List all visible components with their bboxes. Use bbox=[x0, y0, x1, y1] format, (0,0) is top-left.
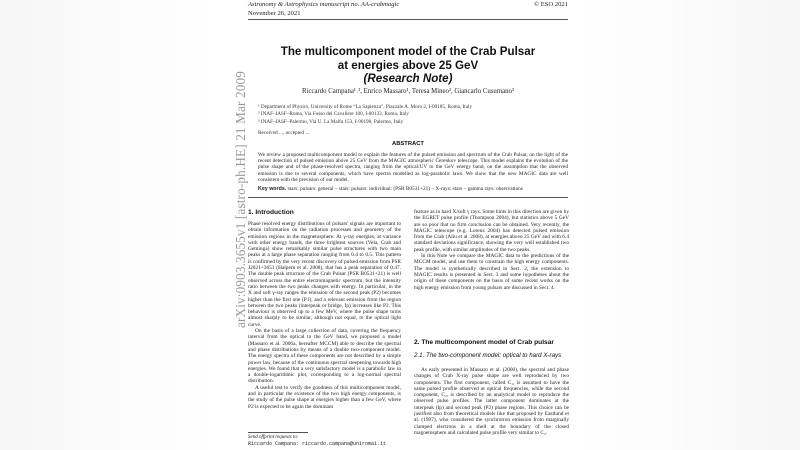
paper-title bbox=[240, 45, 576, 86]
affiliation-item: ³ INAF–IASF–Palermo, Via U. La Malfa 153, I-90198, Palermo, Italy bbox=[258, 118, 404, 125]
paragraph: As early presented in Massaro et al. (2000), the spectral and phase changes of Crab X-ray pulse shape are well reproduced by two components. The first component, called C₁, is assumed to have the same pulsed profile observed at optical frequencies, while the second component, C₂, is described by an analytical model to reproduce the observed pulse profiles. The latter component dominates at the interpeak (Ip) and second peak (P2) phase regions. This choice can be justified also from theoretical models like that proposed by Eastlund et al. (1997), who considered the synchrotron emission from marginally clamped electrons in a shell at the boundary of the closed magnetosphere and calculated pulse profile very similar to C₂. bbox=[414, 367, 569, 436]
keywords bbox=[258, 186, 568, 192]
journal-line: Astronomy & Astrophysics manuscript no. AA-crabmagic bbox=[248, 1, 400, 8]
title-line-2: at energies above 25 GeV bbox=[337, 58, 479, 72]
paragraph: Phase resolved energy distributions of pulsars' signals are important to obtain information on the radiation processes and geometry of the emission regions in the magnetosphere. At γ-ray energies, at variance with other energy bands, the three brightest sources (Vela, Crab and Geminga) show remarkably similar pulse structures with two main peaks at a large phase separation ranging from 0.4 to 0.5. This pattern is confirmed by the very recent discovery of pulsed emission from PSR J2021+3651 (Halpern et al. 2008), that has a peak separation of 0.47. The double peak structure of the Crab Pulsar (PSR B0531+21) is well observed across the entire electromagnetic spectrum, but the intensity ratio between the two peaks changes with energy. In particular, in the X and soft γ-ray ranges the emission of the second peak (P2) becomes higher than the first one (P1), and a relevant emission from the region between the two peaks (interpeak or bridge, Ip) increases like P2. This behaviour is observed up to a few MeV, where the pulse shape turns almost sharply to be similar, although not equal, to the optical light curve. bbox=[248, 221, 401, 328]
footnote-label: Send offprint requests to: bbox=[248, 435, 299, 440]
copyright: © ESO 2021 bbox=[534, 1, 568, 8]
affiliation-item: ¹ Department of Physics, University of Rome “La Sapienza”, Piazzale A. Moro 2, I-00185, Roma, Italy bbox=[258, 104, 473, 110]
paragraph: A useful test to verify the goodness of this multicomponent model, and in particular the existence of the two high energy components, is the study of the pulse shape at energies higher than a few GeV, where P2 is expected to be again the dominant bbox=[248, 384, 401, 410]
abstract-heading: ABSTRACT bbox=[392, 141, 424, 147]
footnote bbox=[248, 434, 408, 448]
arxiv-stamp: arXiv:0903.3655v1 [astro-ph.HE] 21 Mar 2009 bbox=[233, 71, 248, 328]
title-note: (Research Note) bbox=[363, 72, 453, 85]
header-rule bbox=[248, 19, 568, 20]
keywords-rule bbox=[248, 197, 568, 198]
right-column-intro bbox=[414, 209, 569, 318]
abstract-text: We review a proposed multicomponent model to explain the features of the pulsed emission and spectrum of the Crab Pulsar, on the light of the recent detection of pulsed emission above 25 GeV from the MAGIC atmospheric Čerenkov telescope. This model explains the evolution of the pulse shape and of the phase-resolved spectra, ranging from the optical/UV to the GeV energy band, on the assumption that the observed emission is due to several components, which have spectra modelled as log-parabolic laws. We show that the new MAGIC data are well consistent with the prevision of our model. bbox=[258, 152, 568, 183]
left-margin-shade bbox=[0, 0, 212, 450]
author-list: Riccardo Campana¹˒², Enrico Massaro¹, Teresa Mineo³, Giancarlo Cusumano³ bbox=[302, 88, 514, 95]
keywords-label: Key words. bbox=[258, 186, 287, 192]
keywords-text: stars: pulsars: general – stars: pulsars: individual: (PSR B0531+21) – X-rays: stars – gamma rays: observations bbox=[287, 186, 523, 192]
header-date: November 26, 2021 bbox=[248, 9, 301, 17]
section-2-body bbox=[414, 367, 569, 450]
running-header bbox=[248, 1, 548, 18]
paragraph: On the basis of a large collection of data, covering the frequency interval from the optical to the GeV band, we proposed a model (Massaro et al. 2006a, hereafter MCCM) able to describe the spectral and phase distributions by means of a double two-component model. The energy spectra of these components are not described by a simple power law, because of the continuous spectral steepening towards high energies. We found that a very satisfactory model is a parabolic law in a double-logarithmic plot, corresponding to a log-normal spectral distribution. bbox=[248, 328, 401, 385]
affiliations bbox=[258, 104, 568, 126]
right-margin-shade bbox=[575, 0, 800, 450]
paragraph: feature as in hard X/soft γ rays. Some hints in this direction are given by the EGRET pulse profile (Thompson 2004), but statistics above 5 GeV are so poor that no firm conclusion can be obtained. Very recently, the MAGIC telescope (e.g. Lorenz 2004) has detected pulsed emission from the Crab (Aliu et al. 2008), at energies above 25 GeV and with 6.4 standard deviations significance, showing the very well established two peak profile, with similar amplitudes of the two peaks. bbox=[414, 209, 569, 253]
title-line-1: The multicomponent model of the Crab Pulsar bbox=[280, 45, 536, 58]
affiliation-item: ² INAF–IASF–Roma, Via Fosso del Cavaliere 100, I-00133, Roma, Italy bbox=[258, 111, 409, 118]
paragraph: In this Note we compare the MAGIC data to the predictions of the MCCM model, and use them to constrain the high energy components. The model is synthetically described in Sect. 2, the extension to MAGIC results is presented in Sect. 3 and some hypotheses about the origin of these components on the basis of some recent works on the high energy emission from young pulsars are discussed in Sect. 4. bbox=[414, 253, 569, 291]
footnote-rule bbox=[248, 432, 308, 433]
section-1-body bbox=[248, 221, 401, 430]
subsection-2-1-heading: 2.1. The two-component model: optical to hard X-rays bbox=[414, 352, 562, 359]
section-1-heading: 1. Introduction bbox=[248, 209, 294, 216]
section-2-heading: 2. The multicomponent model of Crab pulsar bbox=[414, 339, 554, 346]
footnote-contact: Riccardo Campana: riccardo.campana@uniroma1.it bbox=[248, 441, 387, 447]
received-line: Received ..., accepted ... bbox=[258, 130, 310, 136]
